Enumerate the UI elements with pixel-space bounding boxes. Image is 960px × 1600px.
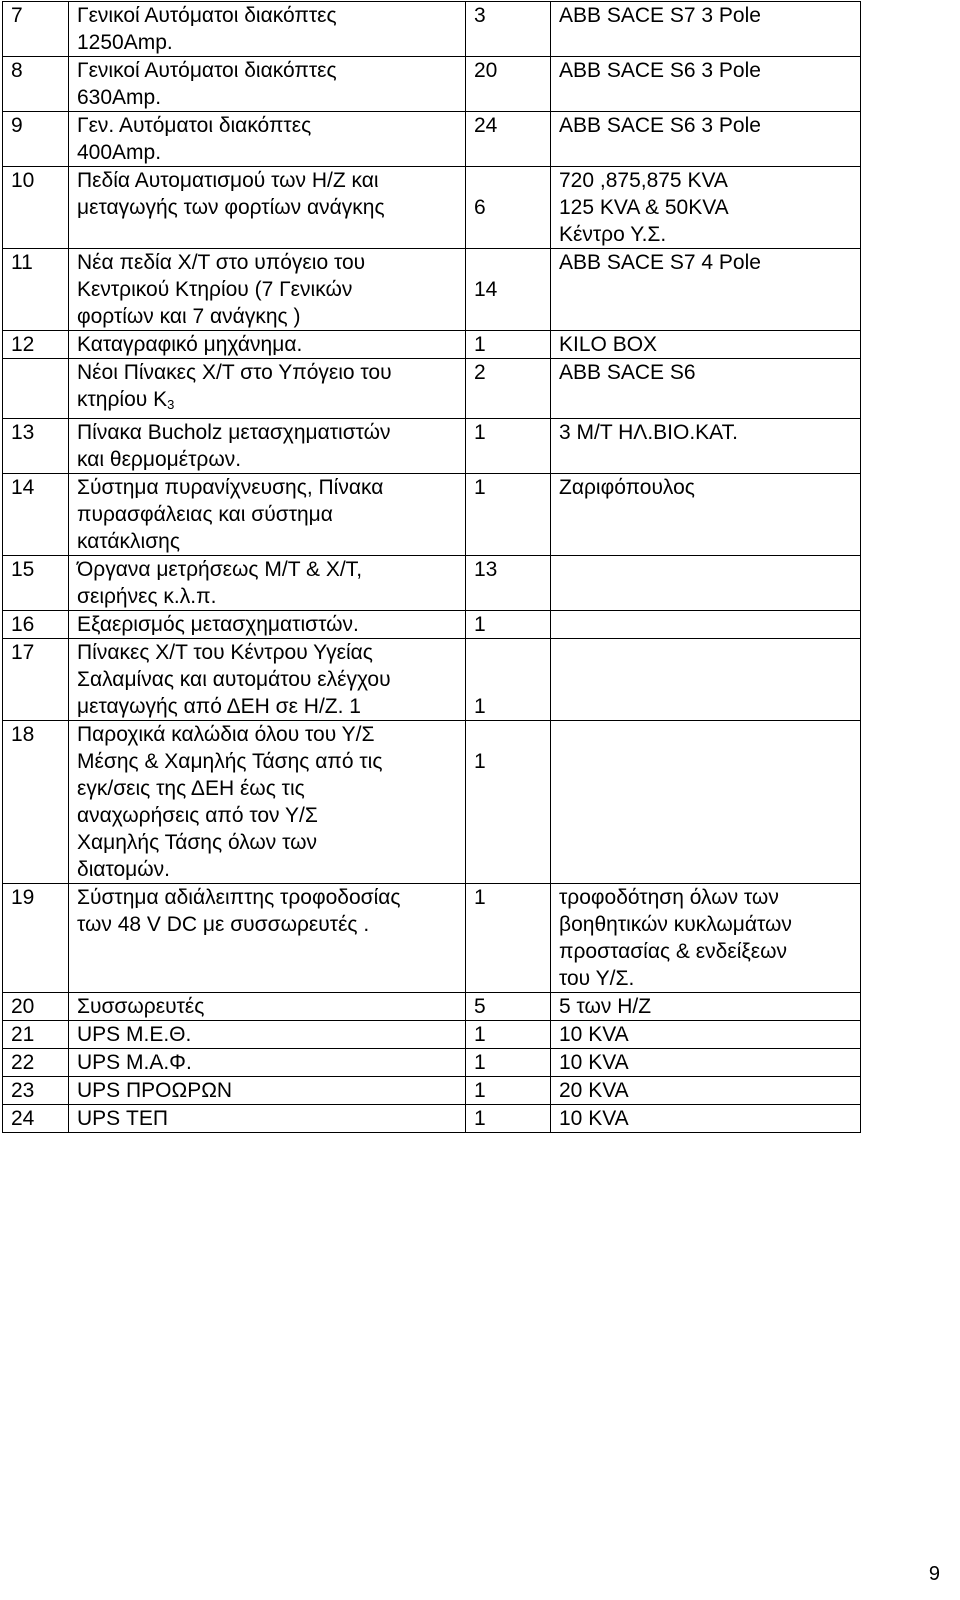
row-note-cell xyxy=(551,639,861,721)
row-quantity-cell xyxy=(466,556,551,611)
table-row xyxy=(3,474,861,556)
row-number-text: 18 xyxy=(11,723,35,746)
row-quantity-cell xyxy=(466,1077,551,1105)
row-number-text: 8 xyxy=(11,59,23,82)
table-row xyxy=(3,556,861,611)
row-description-text: UPS Μ.Α.Φ. xyxy=(77,1051,192,1074)
table-row xyxy=(3,167,861,249)
row-quantity-cell xyxy=(466,1049,551,1077)
table-row xyxy=(3,359,861,419)
row-quantity-cell xyxy=(466,884,551,993)
row-number-cell xyxy=(3,249,69,331)
row-quantity-text: 1 xyxy=(474,1079,486,1102)
row-quantity-text: 1 xyxy=(474,1023,486,1046)
table-row xyxy=(3,721,861,884)
row-description-text: UPS ΠΡΟΩΡΩΝ xyxy=(77,1079,233,1102)
equipment-table-body xyxy=(3,2,861,1133)
row-number-cell xyxy=(3,1077,69,1105)
row-note-cell xyxy=(551,1049,861,1077)
row-number-text: 20 xyxy=(11,995,35,1018)
row-description-text: Πίνακες Χ/Τ του Κέντρου Υγείας Σαλαμίνας και αυτομάτου ελέγχου μεταγωγής από ΔΕΗ σε Η/Ζ. 1 xyxy=(77,641,391,718)
row-description-text: Παροχικά καλώδια όλου του Υ/Σ Μέσης & Χαμηλής Τάσης από τις εγκ/σεις της ΔΕΗ έως τις αναχωρήσεις από τον Υ/Σ Χαμηλής Τάσης όλων των διατομών. xyxy=(77,723,383,881)
table-row xyxy=(3,1077,861,1105)
row-number-cell xyxy=(3,167,69,249)
row-quantity-cell xyxy=(466,419,551,474)
row-note-cell xyxy=(551,884,861,993)
row-quantity-text: 20 xyxy=(474,59,498,82)
row-note-cell xyxy=(551,57,861,112)
row-quantity-cell xyxy=(466,57,551,112)
row-description-cell xyxy=(69,2,466,57)
row-number-text: 21 xyxy=(11,1023,35,1046)
row-quantity-text: 1 xyxy=(474,613,486,636)
row-number-cell xyxy=(3,611,69,639)
row-note-text: 720 ,875,875 KVA 125 KVA & 50KVA Κέντρο Υ.Σ. xyxy=(559,169,729,246)
row-note-cell xyxy=(551,474,861,556)
row-quantity-cell xyxy=(466,1105,551,1133)
row-description-cell xyxy=(69,721,466,884)
row-description-cell xyxy=(69,474,466,556)
row-description-cell xyxy=(69,556,466,611)
row-number-text: 16 xyxy=(11,613,35,636)
table-row xyxy=(3,419,861,474)
row-description-text: Συσσωρευτές xyxy=(77,995,205,1018)
row-note-cell xyxy=(551,112,861,167)
row-description-cell xyxy=(69,884,466,993)
row-quantity-cell xyxy=(466,331,551,359)
row-number-cell xyxy=(3,639,69,721)
row-quantity-text: 1 xyxy=(474,886,486,909)
table-row xyxy=(3,112,861,167)
row-quantity-text: 2 xyxy=(474,361,486,384)
row-number-cell xyxy=(3,1105,69,1133)
row-note-text: ABB SACE S7 3 Pole xyxy=(559,4,761,27)
row-number-cell xyxy=(3,474,69,556)
row-note-cell xyxy=(551,556,861,611)
row-description-text: Σύστημα αδιάλειπτης τροφοδοσίας των 48 V DC με συσσωρευτές . xyxy=(77,886,401,936)
row-note-cell xyxy=(551,2,861,57)
row-number-text: 10 xyxy=(11,169,35,192)
table-row xyxy=(3,57,861,112)
row-quantity-text: 1 xyxy=(474,421,486,444)
equipment-table xyxy=(2,1,861,1133)
row-number-cell xyxy=(3,57,69,112)
row-quantity-text: 1 xyxy=(474,695,486,718)
table-row xyxy=(3,884,861,993)
row-note-cell xyxy=(551,419,861,474)
row-description-cell xyxy=(69,1077,466,1105)
row-quantity-text: 5 xyxy=(474,995,486,1018)
row-note-text: ABB SACE S6 xyxy=(559,361,696,384)
row-note-cell xyxy=(551,331,861,359)
table-row xyxy=(3,1049,861,1077)
row-note-text: 20 KVA xyxy=(559,1079,629,1102)
row-number-text: 19 xyxy=(11,886,35,909)
table-row xyxy=(3,2,861,57)
row-description-text: Καταγραφικό μηχάνημα. xyxy=(77,333,303,356)
row-quantity-text: 1 xyxy=(474,750,486,773)
row-description-cell xyxy=(69,359,466,419)
row-description-cell xyxy=(69,611,466,639)
row-number-text: 12 xyxy=(11,333,35,356)
row-number-cell xyxy=(3,1049,69,1077)
row-quantity-text: 1 xyxy=(474,1051,486,1074)
row-note-text: KILO BOX xyxy=(559,333,658,356)
row-quantity-cell xyxy=(466,993,551,1021)
row-description-text: Πίνακα Bucholz μετασχηματιστών και θερμομέτρων. xyxy=(77,421,391,471)
row-quantity-text: 1 xyxy=(474,476,486,499)
page-number: 9 xyxy=(928,1563,940,1585)
row-number-text: 7 xyxy=(11,4,23,27)
row-description-cell xyxy=(69,419,466,474)
row-number-text: 9 xyxy=(11,114,23,137)
row-note-cell xyxy=(551,993,861,1021)
row-number-cell xyxy=(3,2,69,57)
table-row xyxy=(3,639,861,721)
row-note-cell xyxy=(551,1077,861,1105)
row-description-cell xyxy=(69,1049,466,1077)
row-note-cell xyxy=(551,721,861,884)
row-quantity-text: 3 xyxy=(474,4,486,27)
row-description-cell xyxy=(69,993,466,1021)
row-description-text: UPS ΤΕΠ xyxy=(77,1107,169,1130)
row-quantity-cell xyxy=(466,249,551,331)
row-quantity-text: 1 xyxy=(474,1107,486,1130)
row-number-text: 14 xyxy=(11,476,35,499)
row-note-cell xyxy=(551,359,861,419)
row-number-cell xyxy=(3,112,69,167)
row-description-cell xyxy=(69,112,466,167)
row-note-text: 10 KVA xyxy=(559,1023,629,1046)
row-number-cell xyxy=(3,1021,69,1049)
row-quantity-cell xyxy=(466,2,551,57)
row-description-cell xyxy=(69,57,466,112)
row-number-text: 13 xyxy=(11,421,35,444)
row-description-text: Σύστημα πυρανίχνευσης, Πίνακα πυρασφάλειας και σύστημα κατάκλισης xyxy=(77,476,384,553)
row-description-text: UPS Μ.Ε.Θ. xyxy=(77,1023,192,1046)
row-number-text: 15 xyxy=(11,558,35,581)
row-note-text: τροφοδότηση όλων των βοηθητικών κυκλωμάτων προστασίας & ενδείξεων του Υ/Σ. xyxy=(559,886,792,990)
row-note-cell xyxy=(551,249,861,331)
row-number-text: 17 xyxy=(11,641,35,664)
row-description-text: Πεδία Αυτοματισμού των Η/Ζ και μεταγωγής των φορτίων ανάγκης xyxy=(77,169,385,219)
row-description-cell xyxy=(69,1021,466,1049)
row-description-text: Γενικοί Αυτόματοι διακόπτες 630Amp. xyxy=(77,59,337,109)
row-note-text: 10 KVA xyxy=(559,1051,629,1074)
row-quantity-text: 1 xyxy=(474,333,486,356)
row-description-cell xyxy=(69,639,466,721)
row-number-text: 22 xyxy=(11,1051,35,1074)
row-number-cell xyxy=(3,993,69,1021)
row-note-text: 3 Μ/Τ ΗΛ.ΒΙΟ.ΚΑΤ. xyxy=(559,421,738,444)
table-row xyxy=(3,249,861,331)
row-quantity-cell xyxy=(466,167,551,249)
row-quantity-text: 13 xyxy=(474,558,498,581)
row-quantity-cell xyxy=(466,639,551,721)
row-number-text: 23 xyxy=(11,1079,35,1102)
row-number-text: 11 xyxy=(11,251,33,274)
row-quantity-cell xyxy=(466,359,551,419)
row-note-cell xyxy=(551,167,861,249)
row-quantity-text: 24 xyxy=(474,114,498,137)
row-note-text: ABB SACE S6 3 Pole xyxy=(559,114,761,137)
row-note-text: 10 KVA xyxy=(559,1107,629,1130)
row-note-cell xyxy=(551,611,861,639)
row-description-text: Νέα πεδία Χ/Τ στο υπόγειο του Κεντρικού Κτηρίου (7 Γενικών φορτίων και 7 ανάγκης ) xyxy=(77,251,366,328)
row-note-cell xyxy=(551,1021,861,1049)
table-row xyxy=(3,993,861,1021)
row-note-cell xyxy=(551,1105,861,1133)
row-quantity-cell xyxy=(466,611,551,639)
row-number-cell xyxy=(3,419,69,474)
row-number-cell xyxy=(3,721,69,884)
row-description-text: Γεν. Αυτόματοι διακόπτες 400Amp. xyxy=(77,114,312,164)
row-description-cell xyxy=(69,1105,466,1133)
row-description-cell xyxy=(69,167,466,249)
row-quantity-cell xyxy=(466,474,551,556)
row-description-text: Νέοι Πίνακες Χ/Τ στο Υπόγειο του κτηρίου Κ xyxy=(77,361,392,411)
table-row xyxy=(3,611,861,639)
row-description-text: Γενικοί Αυτόματοι διακόπτες 1250Amp. xyxy=(77,4,337,54)
row-number-cell xyxy=(3,556,69,611)
row-description-text: Όργανα μετρήσεως Μ/Τ & Χ/Τ, σειρήνες κ.λ.π. xyxy=(77,558,363,608)
subscript-text: 3 xyxy=(167,397,175,412)
row-quantity-text: 6 xyxy=(474,196,486,219)
row-quantity-text: 14 xyxy=(474,278,498,301)
row-number-text: 24 xyxy=(11,1107,35,1130)
row-number-cell xyxy=(3,884,69,993)
row-number-cell xyxy=(3,359,69,419)
row-quantity-cell xyxy=(466,1021,551,1049)
row-note-text: Ζαριφόπουλος xyxy=(559,476,695,499)
row-description-cell xyxy=(69,249,466,331)
table-row xyxy=(3,1105,861,1133)
row-note-text: ABB SACE S7 4 Pole xyxy=(559,251,761,274)
row-quantity-cell xyxy=(466,721,551,884)
row-quantity-cell xyxy=(466,112,551,167)
row-description-text: Εξαερισμός μετασχηματιστών. xyxy=(77,613,359,636)
table-row xyxy=(3,331,861,359)
row-description-cell xyxy=(69,331,466,359)
row-number-cell xyxy=(3,331,69,359)
table-row xyxy=(3,1021,861,1049)
row-note-text: ABB SACE S6 3 Pole xyxy=(559,59,761,82)
row-note-text: 5 των Η/Ζ xyxy=(559,995,652,1018)
